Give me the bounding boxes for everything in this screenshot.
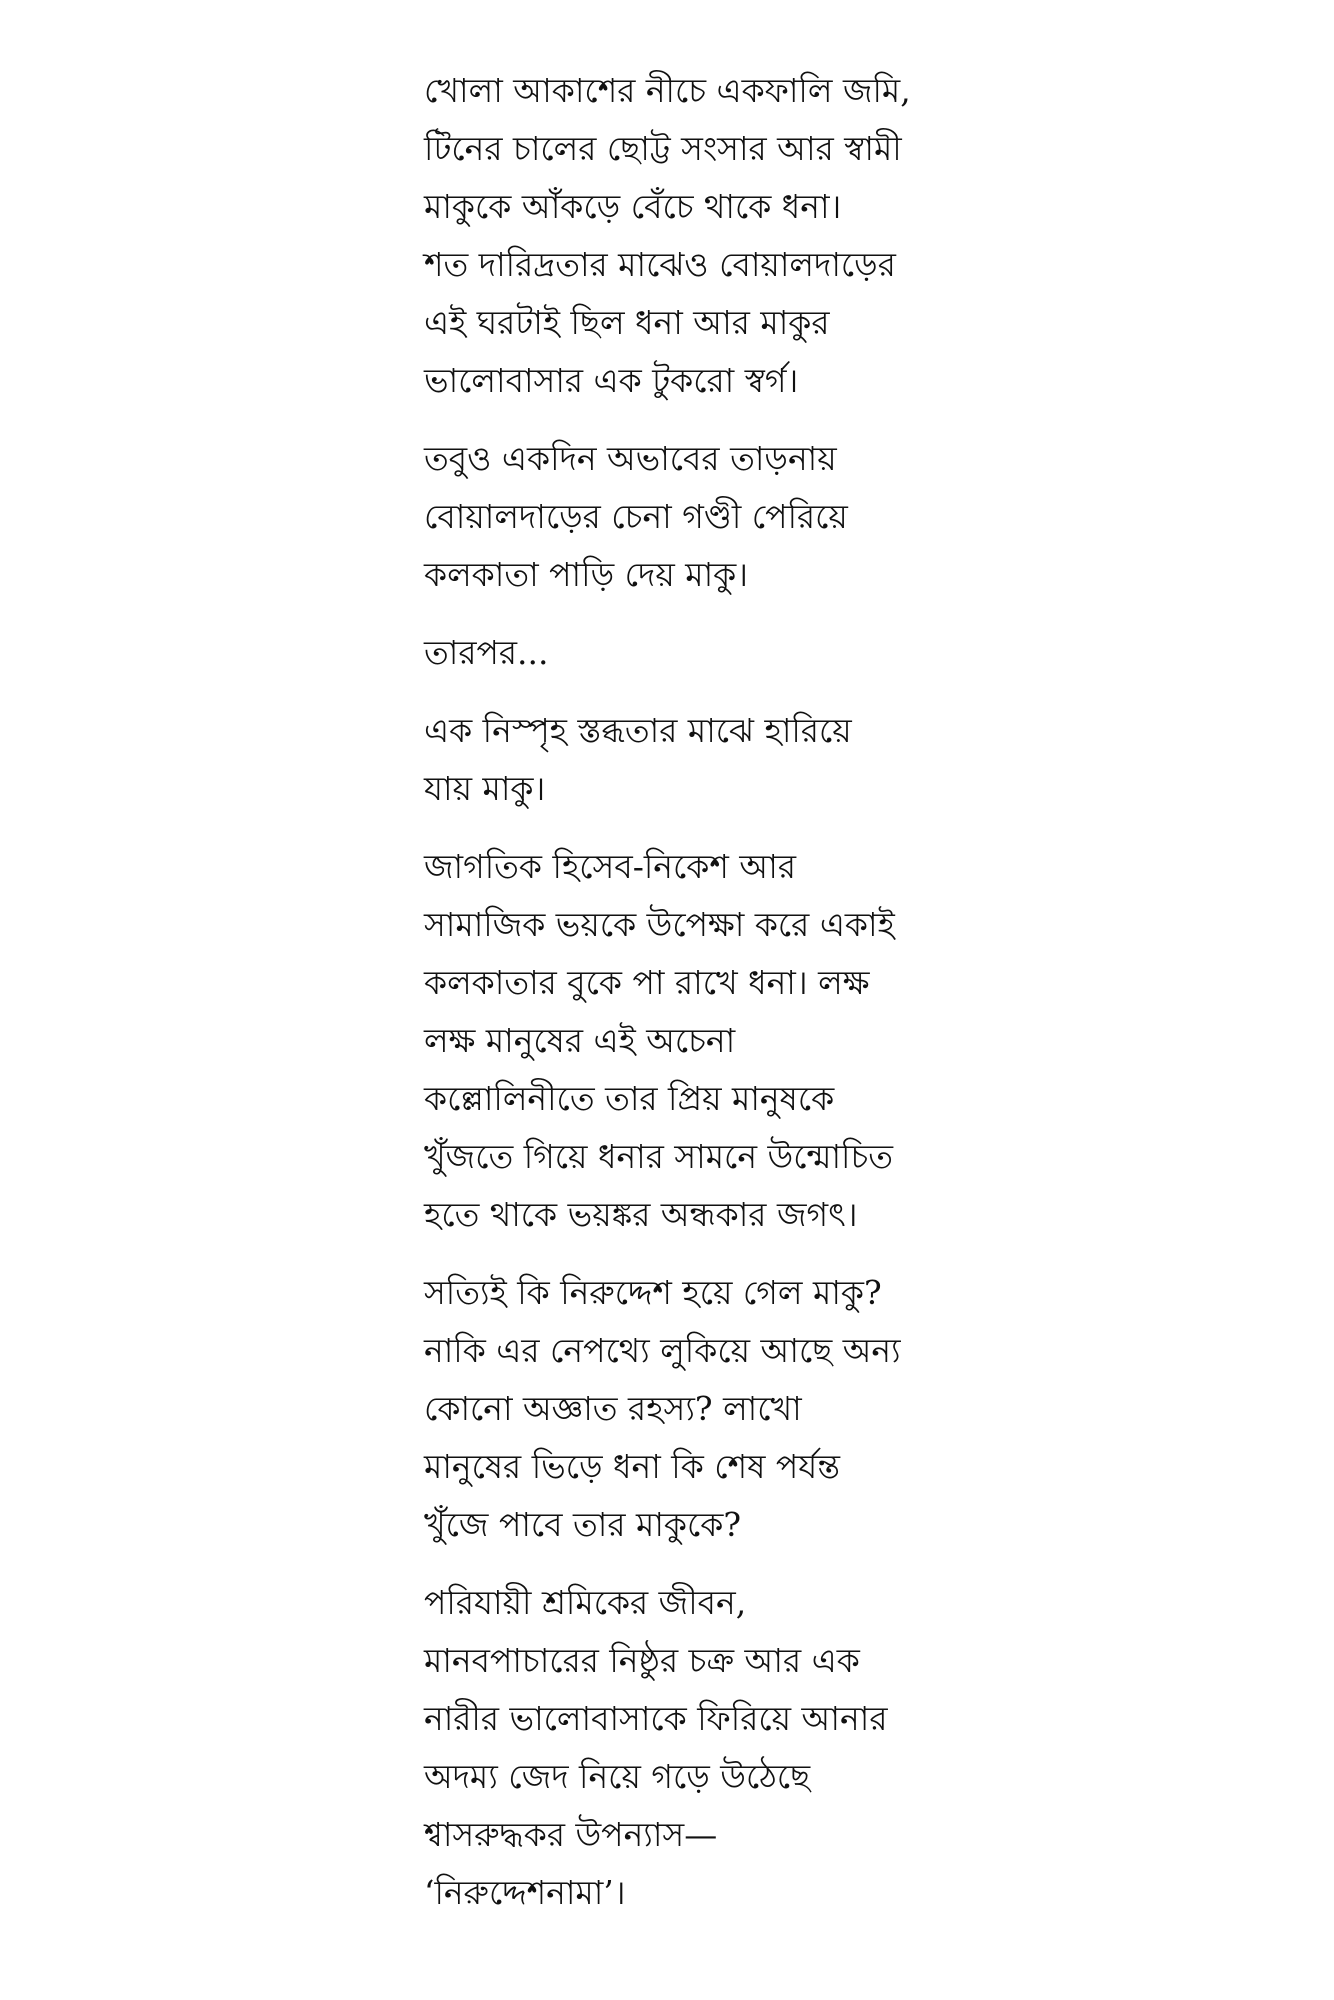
paragraph-search (424, 838, 984, 1244)
paragraph-disappearance (424, 702, 984, 818)
text-line: নারীর ভালোবাসাকে ফিরিয়ে আনার (424, 1699, 888, 1738)
text-line: এক নিস্পৃহ স্তব্ধতার মাঝে হারিয়ে (424, 711, 852, 750)
text-line: মাকুকে আঁকড়ে বেঁচে থাকে ধনা। (424, 187, 842, 226)
text-line: খুঁজতে গিয়ে ধনার সামনে উন্মোচিত (424, 1137, 894, 1176)
paragraph-questions (424, 1264, 984, 1554)
text-line: অদম্য জেদ নিয়ে গড়ে উঠেছে (424, 1757, 811, 1796)
paragraph-then (424, 624, 984, 682)
paragraph-departure (424, 430, 984, 604)
text-line: কলকাতার বুকে পা রাখে ধনা। লক্ষ (424, 963, 870, 1002)
text-line: খোলা আকাশের নীচে একফালি জমি, (424, 71, 911, 110)
text-line: শত দারিদ্রতার মাঝেও বোয়ালদাড়ের (424, 245, 896, 284)
text-line: পরিযায়ী শ্রমিকের জীবন, (424, 1583, 747, 1622)
text-line: যায় মাকু। (424, 769, 546, 808)
text-line: কলকাতা পাড়ি দেয় মাকু। (424, 555, 749, 594)
text-line: তবুও একদিন অভাবের তাড়নায় (424, 439, 837, 478)
text-line: লক্ষ মানুষের এই অচেনা (424, 1021, 736, 1060)
text-line: নাকি এর নেপথ্যে লুকিয়ে আছে অন্য (424, 1331, 901, 1370)
text-line: শ্বাসরুদ্ধকর উপন্যাস— (424, 1815, 718, 1854)
text-line: জাগতিক হিসেব-নিকেশ আর (424, 847, 797, 886)
paragraph-summary (424, 1574, 984, 1922)
book-title: ‘নিরুদ্দেশনামা’। (424, 1873, 626, 1912)
text-line: সামাজিক ভয়কে উপেক্ষা করে একাই (424, 905, 895, 944)
paragraph-intro (424, 62, 984, 410)
text-line: এই ঘরটাই ছিল ধনা আর মাকুর (424, 303, 830, 342)
text-line: খুঁজে পাবে তার মাকুকে? (424, 1505, 742, 1544)
text-line: হতে থাকে ভয়ঙ্কর অন্ধকার জগৎ। (424, 1195, 858, 1234)
blurb-text (424, 62, 984, 1922)
text-line: কল্লোলিনীতে তার প্রিয় মানুষকে (424, 1079, 835, 1118)
text-line: কোনো অজ্ঞাত রহস্য? লাখো (424, 1389, 802, 1428)
text-line: সত্যিই কি নিরুদ্দেশ হয়ে গেল মাকু? (424, 1273, 882, 1312)
text-line: তারপর... (424, 633, 549, 672)
text-line: ভালোবাসার এক টুকরো স্বর্গ। (424, 361, 799, 400)
text-line: মানবপাচারের নিষ্ঠুর চক্র আর এক (424, 1641, 860, 1680)
text-line: বোয়ালদাড়ের চেনা গণ্ডী পেরিয়ে (424, 497, 848, 536)
text-line: মানুষের ভিড়ে ধনা কি শেষ পর্যন্ত (424, 1447, 841, 1486)
text-line: টিনের চালের ছোট্ট সংসার আর স্বামী (424, 129, 902, 168)
